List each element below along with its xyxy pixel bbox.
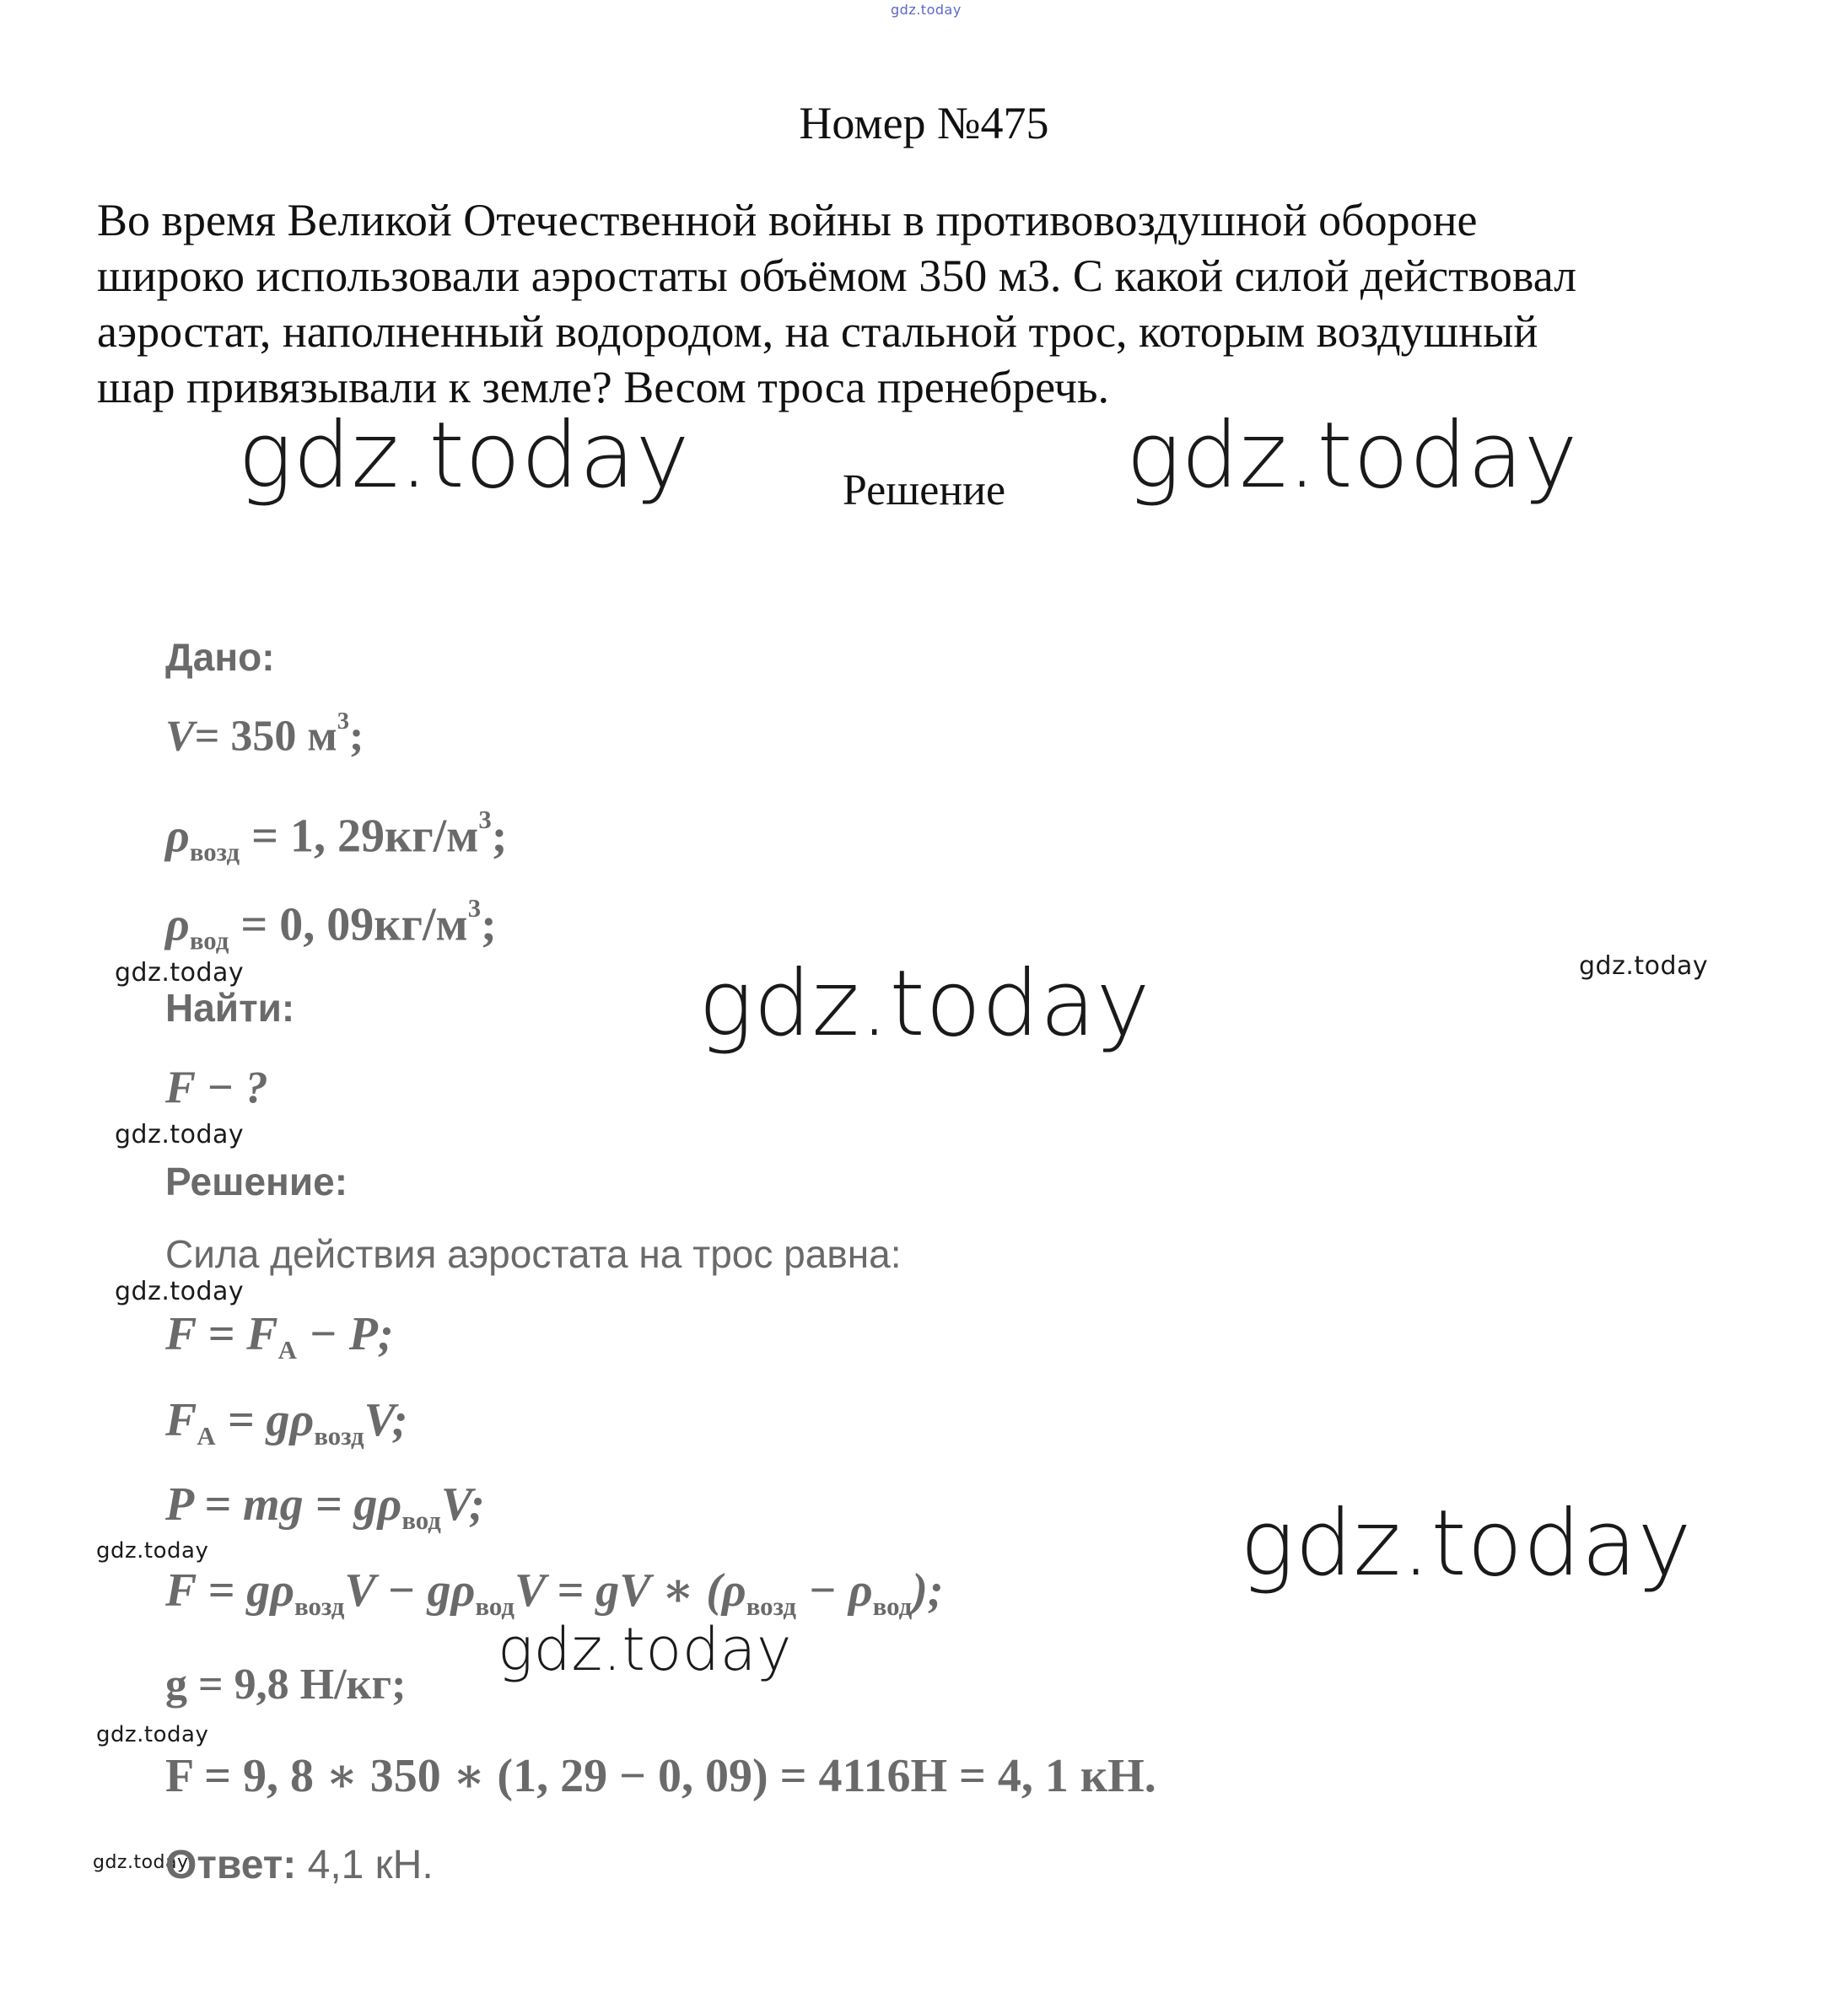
- watermark-large: gdz.today: [1240, 1491, 1692, 1596]
- solution-heading: Решение: [842, 466, 1006, 514]
- watermark-small: gdz.today: [96, 1538, 209, 1564]
- find-label: Найти:: [165, 986, 295, 1030]
- watermark-small: gdz.today: [96, 1722, 209, 1747]
- given-rho-hydrogen: $\rho_{вод} = 0$, $09кг/м^3$;: [165, 894, 497, 956]
- watermark-large: gdz.today: [698, 951, 1150, 1057]
- watermark-medium: gdz.today: [498, 1615, 792, 1684]
- watermark-small: gdz.today: [115, 1120, 245, 1149]
- page-title: Номер №475: [799, 98, 1049, 148]
- given-volume: V= 350 $м^3$;: [165, 708, 364, 761]
- find-value: F − ?: [165, 1062, 268, 1112]
- watermark-large: gdz.today: [1126, 403, 1578, 509]
- problem-line: аэростат, наполненный водородом, на стальной трос, которым воздушный: [97, 306, 1538, 357]
- equation-1: $F = F_A - P$;: [165, 1308, 394, 1365]
- given-label: Дано:: [165, 635, 275, 679]
- solution-intro: Сила действия аэростата на трос равна:: [165, 1232, 902, 1276]
- answer: Ответ: 4,1 кН.: [165, 1843, 434, 1887]
- equation-3: P = mg = $g\rho_{вод}V$;: [165, 1478, 485, 1535]
- watermark-small: gdz.today: [1579, 951, 1709, 981]
- equation-4: $F = g\rho_{возд}V - g\rho_{вод}V$ = gV ∗ $(\rho_{возд} - \rho_{вод})$;: [165, 1564, 944, 1621]
- solution-label: Решение:: [165, 1160, 348, 1203]
- top-watermark: gdz.today: [891, 2, 962, 18]
- given-rho-air: $\rho_{возд} = 1$, $29кг/м^3$;: [165, 805, 508, 867]
- final-calculation: F = 9, 8 ∗ 350 ∗ (1, 29 − 0, 09) = 4116Н = 4, 1 кН.: [165, 1750, 1156, 1802]
- equation-2: $F_A = g\rho_{возд}V$;: [165, 1394, 408, 1451]
- watermark-small: gdz.today: [93, 1852, 189, 1873]
- problem-text: [97, 192, 1576, 415]
- watermark-small: gdz.today: [115, 1277, 245, 1306]
- watermark-small: gdz.today: [115, 958, 245, 988]
- problem-line: шар привязывали к земле? Весом троса пренебречь.: [97, 362, 1109, 412]
- problem-line: широко использовали аэростаты объёмом 350 м3. С какой силой действовал: [97, 250, 1577, 301]
- gravity-value: g = 9,8 Н/кг;: [165, 1661, 407, 1709]
- watermark-large: gdz.today: [238, 403, 690, 509]
- problem-line: Во время Великой Отечественной войны в противовоздушной обороне: [97, 195, 1478, 245]
